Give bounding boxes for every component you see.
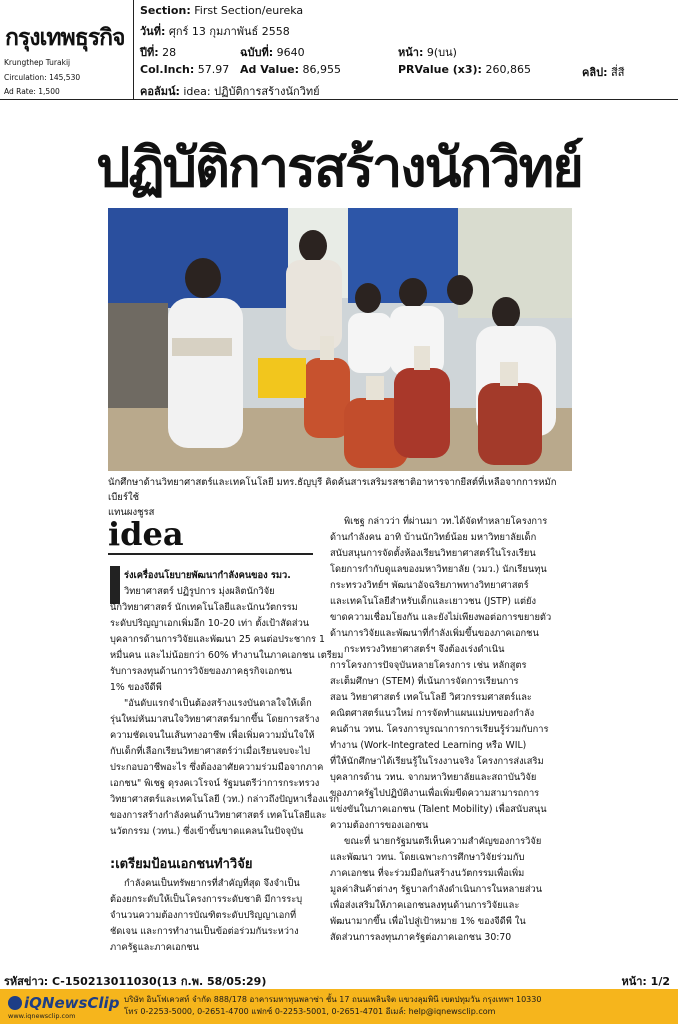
text-line: นวัตกรรม (วทน.) ซึ่งเข้าขั้นขาดแคลนในปัจจุบัน [110, 826, 304, 837]
text-line: ของภาครัฐไปปฏิบัติงานเพื่อเพิ่มขีดความสามารถการ [330, 788, 540, 799]
pr-value-field: PRValue (x3): 260,865 [398, 63, 531, 76]
text-line: 1% ของจีดีพี [110, 682, 162, 693]
text-line: ภาคเอกชน ที่จะร่วมมือกันสร้างนวัตกรรมเพื่อเพิ่ม [330, 868, 525, 879]
page-count: หน้า: 1/2 [621, 975, 670, 988]
text-line: ที่ให้นักศึกษาได้เรียนรู้ในโรงงานจริง โครงการส่งเสริม [330, 756, 544, 767]
news-code: รหัสข่าว: C-150213011030(13 ก.พ. 58/05:29) [4, 975, 267, 988]
circulation: Circulation: 145,530 [4, 73, 81, 82]
publication-name: Krungthep Turakij [4, 58, 71, 67]
brand-block [8, 993, 119, 1020]
text-line: เอกชน" พิเชฐ ดุรงคเวโรจน์ รัฐมนตรีว่าการกระทรวง [110, 778, 320, 789]
text-line: ขาดความเชื่อมโยงกัน และยังไม่เพียงพอต่อการขยายตัว [330, 612, 552, 623]
brand-name: iQNewsClip [24, 994, 120, 1012]
section-field: Section: First Section/eureka [140, 4, 304, 17]
article-headline: ปฏิบัติการสร้างนักวิทย์ [96, 136, 582, 199]
column-field: คอลัมน์: idea: ปฏิบัติการสร้างนักวิทย์ [140, 85, 320, 98]
caption-line: นักศึกษาด้านวิทยาศาสตร์และเทคโนโลยี มทร.ธัญบุรี คิดค้นสารเสริมรสชาติอาหารจากยีสต์ที่เหลือจากการหมักเบียร์ใช้ [108, 477, 557, 503]
ad-value-field: Ad Value: 86,955 [240, 63, 342, 76]
brand-url: www.iqnewsclip.com [8, 1012, 76, 1020]
text-line: ขณะที่ นายกรัฐมนตรีเห็นความสำคัญของการวิจัย [344, 836, 542, 847]
text-line: กระทรวงวิทย์ฯ พัฒนาอัจฉริยภาพทางวิทยาศาสตร์ [330, 580, 529, 591]
text-line: ของการสร้างกำลังคนด้านวิทยาศาสตร์ เทคโนโลยีและ [110, 810, 327, 821]
publication-logo: กรุงเทพธุรกิจ [5, 24, 125, 51]
text-line: หมื่นคน และไม่น้อยกว่า 60% ทำงานในภาคเอกชน เตรียม [110, 650, 344, 661]
tag-underline [108, 553, 313, 555]
text-line: เพื่อส่งเสริมให้ภาคเอกชนลงทุนด้านการวิจัยและ [330, 900, 520, 911]
left-column-lower [110, 876, 302, 956]
text-line: ทำงาน (Work-Integrated Learning หรือ WIL) [330, 740, 527, 751]
clip-footer [0, 989, 678, 1024]
text-line: กับเด็กที่เลือกเรียนวิทยาศาสตร์ว่าเมื่อเรียนจบจะไป [110, 746, 311, 757]
text-line: คณิตศาสตร์แนวใหม่ การจัดทำแผนแม่บทของกำลัง [330, 708, 535, 719]
left-column-body [110, 600, 343, 840]
page-field: หน้า: 9(บน) [398, 46, 457, 59]
text-line: ภาครัฐและภาคเอกชน [110, 942, 199, 953]
text-line: ความต้องการของเอกชน [330, 820, 429, 831]
text-line: รุ่นใหม่หันมาสนใจวิทยาศาสตร์มากขึ้น โดยการสร้าง [110, 714, 320, 725]
publication-box [0, 0, 134, 100]
left-column [124, 584, 275, 600]
company-contact: โทร 0-2253-5000, 0-2651-4700 แฟกซ์ 0-2253-5001, 0-2651-4701 อีเมล์: help@iqnewsclip.com [124, 1007, 496, 1016]
company-address: บริษัท อินโฟเควสท์ จำกัด 888/178 อาคารมหาทุนพลาซ่า ชั้น 17 ถนนเพลินจิต แขวงลุมพินี เขตปทุมวัน กรุงเทพฯ 10330 [124, 995, 542, 1004]
caption-line: แทนผงชูรส [108, 507, 155, 518]
company-info [124, 994, 541, 1018]
brand-logo-icon [8, 996, 22, 1010]
text-line: กำลังคนเป็นทรัพยากรที่สำคัญที่สุด จึงจำเป็น [124, 878, 300, 889]
colinch-field: Col.Inch: 57.97 [140, 63, 230, 76]
text-line: มูลค่าสินค้าต่างๆ รัฐบาลกำลังดำเนินการในหลายส่วน [330, 884, 543, 895]
text-line: กระทรวงวิทยาศาสตร์ฯ จึงต้องเร่งดำเนิน [344, 644, 505, 655]
column-tag: idea [108, 515, 184, 553]
text-line: นักวิทยาศาสตร์ นักเทคโนโลยีและนักนวัตกรรม [110, 602, 298, 613]
text-line: ความชัดเจนในเส้นทางอาชีพ เพื่อเพิ่มความมั่นใจให้ [110, 730, 315, 741]
lab-photo-illustration [108, 208, 572, 471]
text-line: ด้านการวิจัยและพัฒนาที่กำลังเพิ่มขึ้นของภาคเอกชน [330, 628, 539, 639]
text-line: จำนวนความต้องการบัณฑิตระดับปริญญาเอกที่ [110, 910, 297, 921]
lead-line: ร่งเครื่องนโยบายพัฒนากำลังคนของ รมว. [124, 570, 291, 581]
article-photo [108, 208, 572, 471]
text-line: วิทยาศาสตร์และเทคโนโลยี (วท.) กล่าวถึงปัญหาเรื่องแรก [110, 794, 340, 805]
text-line: สะเต็มศึกษา (STEM) ที่เน้นการจัดการเรียนการ [330, 676, 519, 687]
ad-rate: Ad Rate: 1,500 [4, 87, 60, 96]
subheading: :เตรียมป้อนเอกชนทำวิจัย [110, 857, 253, 872]
date-field: วันที่: ศุกร์ 13 กุมภาพันธ์ 2558 [140, 25, 290, 38]
text-line: แข่งขันในภาคเอกชน (Talent Mobility) เพื่อสนับสนุน [330, 804, 547, 815]
text-line: พิเชฐ กล่าวว่า ที่ผ่านมา วท.ได้จัดทำหลายโครงการ [344, 516, 548, 527]
text-line: และเทคโนโลยีสำหรับเด็กและเยาวชน (JSTP) แต่ยัง [330, 596, 536, 607]
text-line: วิทยาศาสตร์ ปฏิรูปการ มุ่งผลิตนักวิจัย [124, 586, 275, 597]
text-line: ต้องยกระดับให้เป็นโครงการระดับชาติ มีการระบุ [110, 894, 303, 905]
text-line: พัฒนามากขึ้น เพื่อไปสู่เป้าหมาย 1% ของจีดีพี ใน [330, 916, 526, 927]
text-line: ระดับปริญญาเอกเพิ่มอีก 10-20 เท่า ตั้งเป้าสัดส่วน [110, 618, 310, 629]
text-line: สอน วิทยาศาสตร์ เทคโนโลยี วิศวกรรมศาสตร์และ [330, 692, 532, 703]
issue-field: ฉบับที่: 9640 [240, 46, 305, 59]
text-line: และพัฒนา วทน. โดยเฉพาะการศึกษาวิจัยร่วมกับ [330, 852, 525, 863]
text-line: ประกอบอาชีพอะไร ซึ่งต้องอาศัยความร่วมมือจากภาค [110, 762, 324, 773]
text-line: สนับสนุนการจัดตั้งห้องเรียนวิทยาศาสตร์ในโรงเรียน [330, 548, 536, 559]
right-column [330, 514, 551, 946]
year-field: ปีที่: 28 [140, 46, 177, 59]
text-line: คนด้าน วทน. โครงการบูรณาการการเรียนรู้ร่วมกับการ [330, 724, 549, 735]
clip-field: คลิป: สี่สี [582, 66, 625, 79]
text-line: บุคลากรด้าน วทน. จากมหาวิทยาลัยและสถาบันวิจัย [330, 772, 537, 783]
text-line: การโครงการปัจจุบันหลายโครงการ เช่น หลักสูตร [330, 660, 527, 671]
text-line: โดยการกำกับดูแลของมหาวิทยาลัย (วมว.) นักเรียนทุน [330, 564, 547, 575]
text-line: รับการลงทุนด้านการวิจัยของภาคธุรกิจเอกชน [110, 666, 292, 677]
text-line: สัดส่วนการลงทุนภาครัฐต่อภาคเอกชน 30:70 [330, 932, 512, 943]
text-line: "อันดับแรกจำเป็นต้องสร้างแรงบันดาลใจให้เด็ก [124, 698, 312, 709]
text-line: ชัดเจน และการทำงานเป็นข้อต่อร่วมกันระหว่าง [110, 926, 299, 937]
drop-cap-block [110, 566, 120, 604]
clip-header [0, 0, 678, 100]
text-line: ด้านกำลังคน อาทิ บ้านนักวิทย์น้อย มหาวิทยาลัยเด็ก [330, 532, 537, 543]
text-line: บุคลากรด้านการวิจัยและพัฒนา 25 คนต่อประชากร 1 [110, 634, 325, 645]
